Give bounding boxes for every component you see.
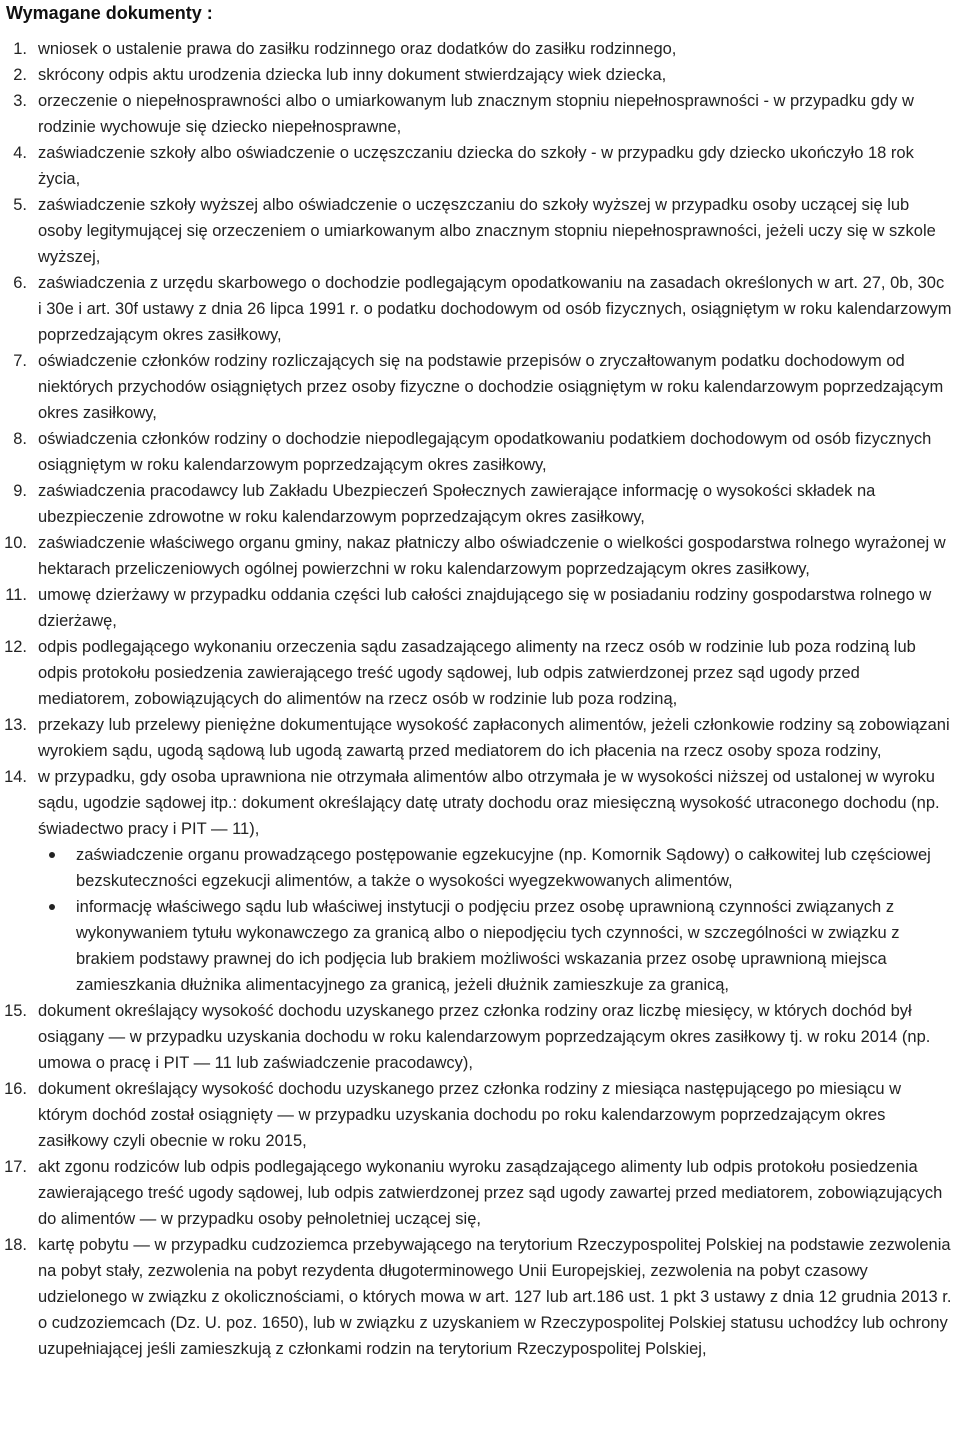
list-item: [0, 140, 960, 192]
list-item-number: 6.: [13, 274, 27, 292]
list-item-text: orzeczenie o niepełnosprawności albo o umiarkowanym lub znacznym stopniu niepełnosprawności - w przypadku gdy w rodzinie wychowuje się dziecko niepełnosprawne,: [38, 92, 914, 136]
list-item-number: 3.: [13, 92, 27, 110]
list-item: [0, 36, 960, 62]
list-item: [0, 192, 960, 270]
list-item-number: 4.: [13, 144, 27, 162]
list-item-text: zaświadczenie właściwego organu gminy, nakaz płatniczy albo oświadczenie o wielkości gospodarstwa rolnego wyrażonej w hektarach przeliczeniowych ogólnej powierzchni w roku kalendarzowym poprzedzającym okres zasiłkowy,: [38, 534, 946, 578]
list-item-text: zaświadczenie szkoły albo oświadczenie o uczęszczaniu dziecka do szkoły - w przypadku gdy dziecko ukończyło 18 rok życia,: [38, 144, 914, 188]
list-item: [0, 530, 960, 582]
sub-list-item-text: informację właściwego sądu lub właściwej instytucji o podjęciu przez osobę uprawnioną czynności związanych z wykonywaniem tytułu wykonawczego za granicą albo o niepodjęciu tych czynności, w szczególności w związku z brakiem podstawy prawnej do ich podjęcia lub brakiem możliwości wskazania przez osobę uprawnioną miejsca zamieszkania dłużnika alimentacyjnego za granicą, jeżeli dłużnik zamieszkuje za granicą,: [76, 898, 900, 994]
list-item: [0, 634, 960, 712]
list-item-number: 15.: [4, 1002, 27, 1020]
list-item: [0, 582, 960, 634]
list-item-text: akt zgonu rodziców lub odpis podlegającego wykonaniu wyroku zasądzającego alimenty lub odpis protokołu posiedzenia zawierającego treść ugody sądowej, lub odpis zatwierdzonej przez sąd ugody zawartej przed mediatorem, zobowiązujących do alimentów — w przypadku osoby pełnoletniej uczącej się,: [38, 1158, 943, 1228]
list-item-text: umowę dzierżawy w przypadku oddania części lub całości znajdującego się w posiadaniu rodziny gospodarstwa rolnego w dzierżawę,: [38, 586, 932, 630]
list-item-text: odpis podlegającego wykonaniu orzeczenia sądu zasadzającego alimenty na rzecz osób w rodzinie lub poza rodziną lub odpis protokołu posiedzenia zawierającego treść ugody sądowej, lub odpis zatwierdzonej przez sąd ugody przed mediatorem, zobowiązujących do alimentów na rzecz osób w rodzinie lub poza rodziną,: [38, 638, 916, 708]
list-item-number: 9.: [13, 482, 27, 500]
list-item-number: 18.: [4, 1236, 27, 1254]
list-item: [0, 62, 960, 88]
list-item-number: 2.: [13, 66, 27, 84]
sub-list: [38, 842, 952, 998]
page-title: Wymagane dokumenty :: [6, 3, 213, 23]
sub-list-item: [38, 842, 952, 894]
list-item: [0, 998, 960, 1076]
documents-list: [0, 36, 960, 1362]
bullet-icon: [49, 904, 55, 910]
list-item: [0, 88, 960, 140]
list-item: [0, 348, 960, 426]
list-item-text: oświadczenie członków rodziny rozliczających się na podstawie przepisów o zryczałtowanym podatku dochodowym od niektórych przychodów osiągniętych przez osoby fizyczne o dochodzie osiągniętym w roku kalendarzowym poprzedzającym okres zasiłkowy,: [38, 352, 944, 422]
list-item-text: przekazy lub przelewy pieniężne dokumentujące wysokość zapłaconych alimentów, jeżeli członkowie rodziny są zobowiązani wyrokiem sądu, ugodą sądową lub ugodą zawartą przed mediatorem do ich płacenia na rzecz osoby spoza rodziny,: [38, 716, 950, 760]
list-item-text: dokument określający wysokość dochodu uzyskanego przez członka rodziny z miesiąca następującego po miesiącu w którym dochód został osiągnięty — w przypadku uzyskania dochodu po roku kalendarzowym poprzedzającym okres zasiłkowy czyli obecnie w roku 2015,: [38, 1080, 902, 1150]
list-item-text: zaświadczenia pracodawcy lub Zakładu Ubezpieczeń Społecznych zawierające informację o wysokości składek na ubezpieczenie zdrowotne w roku kalendarzowym poprzedzającym okres zasiłkowy,: [38, 482, 876, 526]
list-item: [0, 270, 960, 348]
list-item: [0, 712, 960, 764]
list-item-text: zaświadczenia z urzędu skarbowego o dochodzie podlegającym opodatkowaniu na zasadach określonych w art. 27, 0b, 30c i 30e i art. 30f ustawy z dnia 26 lipca 1991 r. o podatku dochodowym od osób fizycznych, osiągniętym w roku kalendarzowym poprzedzającym okres zasiłkowy,: [38, 274, 952, 344]
list-item-number: 13.: [4, 716, 27, 734]
list-item: [0, 478, 960, 530]
list-item-number: 1.: [13, 40, 27, 58]
sub-list-item-text: zaświadczenie organu prowadzącego postępowanie egzekucyjne (np. Komornik Sądowy) o całkowitej lub częściowej bezskuteczności egzekucji alimentów, a także o wysokości wyegzekwowanych alimentów,: [76, 846, 931, 890]
list-item-text: wniosek o ustalenie prawa do zasiłku rodzinnego oraz dodatków do zasiłku rodzinnego,: [38, 40, 677, 58]
list-item-number: 17.: [4, 1158, 27, 1176]
list-item-number: 7.: [13, 352, 27, 370]
sub-list-item: [38, 894, 952, 998]
list-item: [0, 1154, 960, 1232]
list-item-text: oświadczenia członków rodziny o dochodzie niepodlegającym opodatkowaniu podatkiem dochodowym od osób fizycznych osiągniętym w roku kalendarzowym poprzedzającym okres zasiłkowy,: [38, 430, 932, 474]
list-item-text: dokument określający wysokość dochodu uzyskanego przez członka rodziny oraz liczbę miesięcy, w których dochód był osiągany — w przypadku uzyskania dochodu w roku kalendarzowym poprzedzającym okres zasiłkowy tj. w roku 2014 (np. umowa o pracę i PIT — 11 lub zaświadczenie pracodawcy),: [38, 1002, 931, 1072]
list-item-number: 5.: [13, 196, 27, 214]
list-item-number: 8.: [13, 430, 27, 448]
bullet-icon: [49, 852, 55, 858]
list-item-number: 11.: [5, 586, 27, 604]
list-item-number: 12.: [4, 638, 27, 656]
list-item: [0, 426, 960, 478]
list-item-number: 16.: [4, 1080, 27, 1098]
list-item: [0, 1076, 960, 1154]
list-item-number: 10.: [4, 534, 27, 552]
list-item: [0, 764, 960, 998]
list-item-text: skrócony odpis aktu urodzenia dziecka lub inny dokument stwierdzający wiek dziecka,: [38, 66, 667, 84]
list-item-text: kartę pobytu — w przypadku cudzoziemca przebywającego na terytorium Rzeczypospolitej Polskiej na podstawie zezwolenia na pobyt stały, zezwolenia na pobyt rezydenta długoterminowego Unii Europejskiej, zezwolenia na pobyt czasowy udzielonego w związku z okolicznościami, o których mowa w art. 127 lub art.186 ust. 1 pkt 3 ustawy z dnia 12 grudnia 2013 r. o cudzoziemcach (Dz. U. poz. 1650), lub w związku z uzyskaniem w Rzeczypospolitej Polskiej statusu uchodźcy lub ochrony uzupełniającej jeśli zamieszkują z członkami rodzin na terytorium Rzeczypospolitej Polskiej,: [38, 1236, 952, 1358]
list-item-text: zaświadczenie szkoły wyższej albo oświadczenie o uczęszczaniu do szkoły wyższej w przypadku osoby uczącej się lub osoby legitymującej się orzeczeniem o umiarkowanym albo znacznym stopniu niepełnosprawności, jeżeli uczy się w szkole wyższej,: [38, 196, 936, 266]
list-item-text: w przypadku, gdy osoba uprawniona nie otrzymała alimentów albo otrzymała je w wysokości niższej od ustalonej w wyroku sądu, ugodzie sądowej itp.: dokument określający datę utraty dochodu oraz miesięczną wysokość utraconego dochodu (np. świadectwo pracy i PIT — 11),: [38, 768, 940, 838]
list-item: [0, 1232, 960, 1362]
list-item-number: 14.: [4, 768, 27, 786]
